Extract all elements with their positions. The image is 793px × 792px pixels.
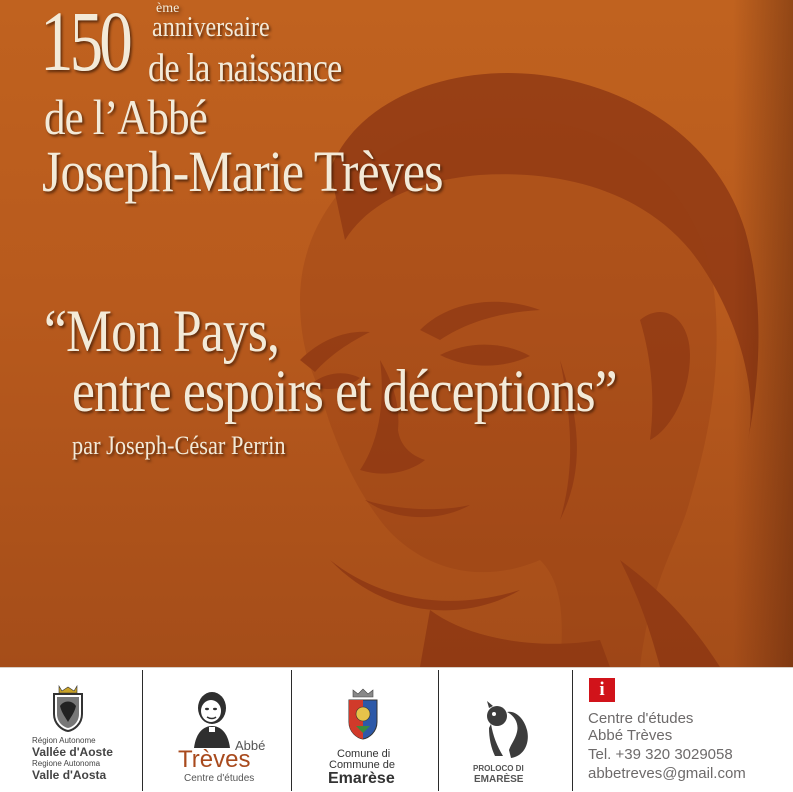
honoree-name: Joseph-Marie Trèves — [42, 139, 443, 204]
commune-line-3: Emarèse — [328, 770, 395, 787]
contact-email[interactable]: abbetreves@gmail.com — [588, 765, 746, 782]
region-line-4: Valle d'Aosta — [32, 768, 107, 782]
anniversary-number: 150 — [40, 0, 129, 89]
contact-name: Abbé Trèves — [588, 727, 673, 744]
region-logo-block — [0, 668, 142, 792]
treves-name-label: Trèves — [178, 746, 251, 773]
footer-divider — [572, 670, 573, 791]
contact-org: Centre d'études — [588, 710, 694, 727]
treves-subtitle: Centre d'études — [184, 773, 255, 784]
squirrel-icon — [481, 700, 531, 760]
commune-logo-block — [292, 668, 438, 792]
commune-crest-icon — [346, 686, 380, 740]
commune-line-1: Comune di — [337, 748, 391, 760]
region-line-2: Vallée d'Aoste — [32, 745, 113, 759]
info-icon: i — [589, 678, 615, 702]
region-coat-of-arms-icon — [50, 684, 86, 732]
treves-portrait-icon — [190, 690, 234, 748]
commune-line-2: Commune de — [329, 759, 396, 771]
birth-label: de la naissance — [148, 45, 342, 90]
quote-line-2: entre espoirs et déceptions” — [72, 358, 617, 424]
region-line-1: Région Autonome — [32, 736, 96, 745]
proloco-logo-block — [439, 668, 572, 792]
treves-abbe-label: Abbé — [235, 738, 266, 753]
anniversary-superscript: ème — [156, 1, 180, 16]
proloco-line-2: EMARÈSE — [474, 774, 524, 785]
contact-phone: Tel. +39 320 3029058 — [588, 746, 733, 763]
quote-line-1: “Mon Pays, — [44, 298, 280, 364]
region-line-3: Regione Autonoma — [32, 759, 101, 768]
quote-author: par Joseph-César Perrin — [72, 431, 286, 460]
abbe-label: de l’Abbé — [44, 89, 208, 145]
treves-logo-block — [143, 668, 291, 792]
proloco-line-1: PROLOCO DI — [473, 764, 524, 773]
anniversary-label: anniversaire — [152, 12, 270, 43]
